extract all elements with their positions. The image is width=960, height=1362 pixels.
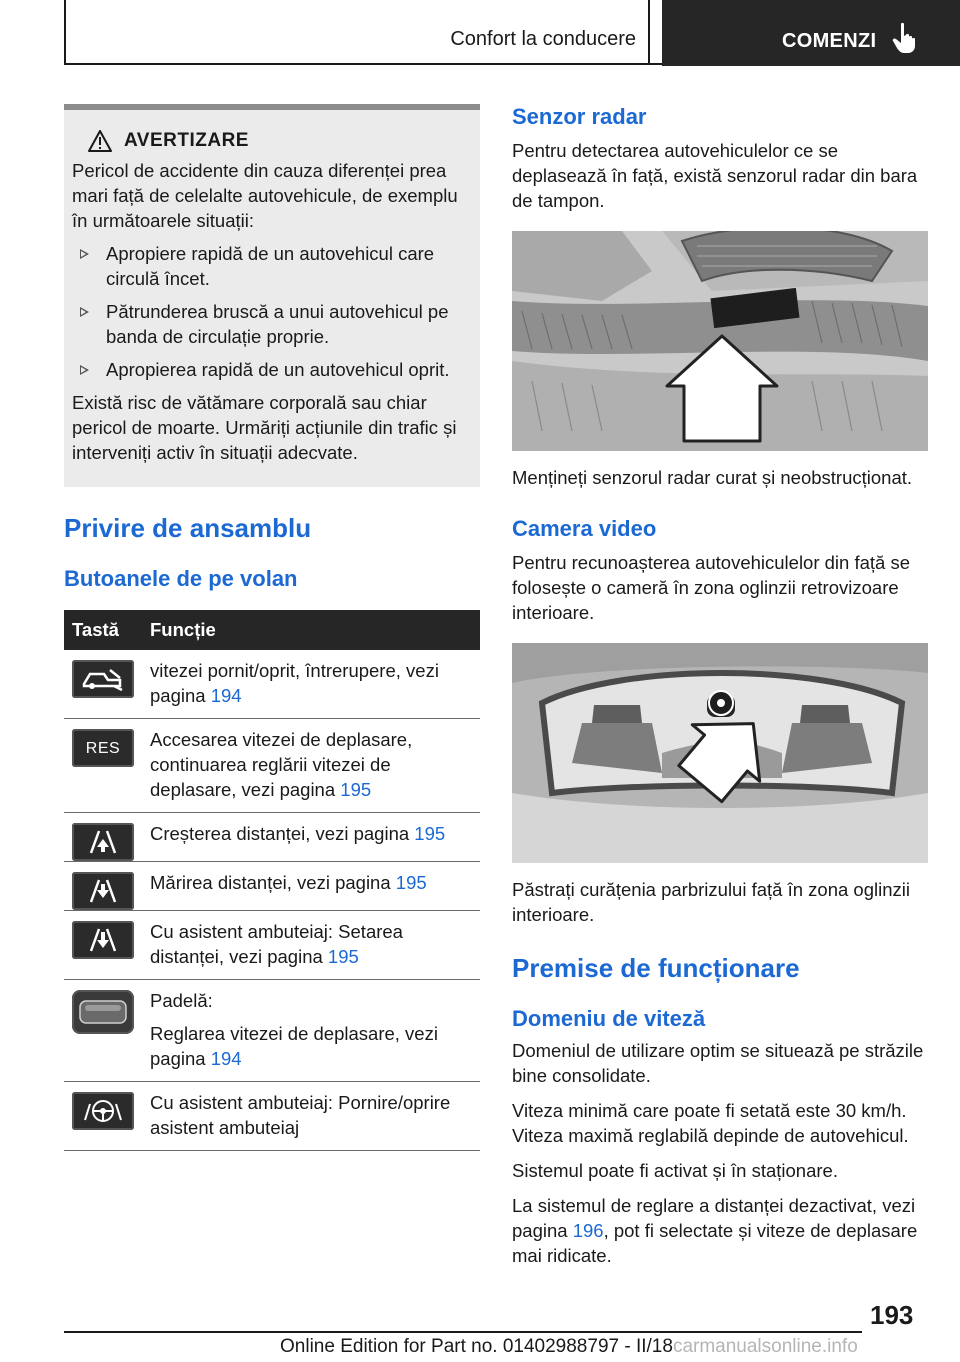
header-underline [64,63,662,65]
page-link[interactable]: 195 [414,823,446,844]
distance-increase-icon [72,823,134,861]
page-link[interactable]: 196 [572,1220,604,1241]
header-section-title: Confort la conducere [450,28,636,50]
distance-enlarge-icon [72,872,134,910]
warning-triangle-icon [88,130,112,152]
subheading-steering-buttons: Butoanele de pe volan [64,566,298,591]
table-row: vitezei pornit/oprit, întrerupere, vezi pagina 194 [64,650,480,719]
premise-paragraph-1: Domeniul de utilizare optim se situează pe străzile bine consolidate. [512,1040,924,1086]
premise-paragraph-2: Viteza minimă care poate fi setată este 30 km/h. Viteza maximă reglabilă depinde de autovehicul. [512,1100,909,1146]
table-row: Cu asistent ambuteiaj: Setarea distanței, vezi pagina 195 [64,911,480,980]
section-heading-overview: Privire de ansamblu [64,513,312,543]
table-row: Padelă: Reglarea vitezei de deplasare, vezi pagina 194 [64,980,480,1082]
footer-watermark: carmanualsonline.info [672,1336,858,1357]
page-link[interactable]: 194 [210,1048,242,1069]
traffic-jam-distance-icon [72,921,134,959]
table-header-row [64,610,480,650]
section-heading-camera: Camera video [512,516,657,541]
subheading-speed-range: Domeniu de viteză [512,1006,706,1031]
table-row: RES Accesarea vitezei de deplasare, continuarea reglării vitezei de deplasare, vezi pagina 195 [64,719,480,813]
hand-pointer-icon [892,22,920,54]
list-item: Pătrunderea bruscă a unui autovehicul pe banda de circulație proprie. [72,299,472,349]
warning-outro: Există risc de vătămare corporală sau chiar pericol de moarte. Urmăriți acțiunile din trafic și interveniți activ în situații adecvate. [72,392,457,463]
column-header-key: Tastă [64,610,142,650]
list-item: Apropiere rapidă de un autovehicul care circulă încet. [72,241,472,291]
page-link[interactable]: 194 [210,685,242,706]
warning-intro: Pericol de accidente din cauza diferenței prea mari față de celelalte autovehicule, de exemplu în următoarele situații: [72,160,458,231]
radar-text: Pentru detectarea autovehiculelor ce se deplasează în față, există senzorul radar din bara de tampon. [512,140,918,211]
header-rule-right [648,0,650,64]
warning-bullet-list [72,241,472,382]
rocker-switch-icon [72,990,134,1034]
header-chapter-label: COMENZI [782,30,877,52]
camera-caption: Păstrați curățenia parbrizului față în zona oglinzii interioare. [512,879,910,925]
radar-sensor-photo [512,231,928,451]
page-number: 193 [870,1300,914,1330]
left-column [64,104,480,1151]
list-item: Apropierea rapidă de un autovehicul oprit. [72,357,472,382]
camera-photo [512,643,928,863]
section-heading-radar: Senzor radar [512,104,647,129]
table-row: Mărirea distanței, vezi pagina 195 [64,862,480,911]
footer-edition: Online Edition for Part no. 01402988797 - II/18carmanualsonline.info [280,1336,858,1357]
column-header-function: Funcție [142,610,480,650]
traffic-jam-assistant-icon [72,1092,134,1130]
warning-header [88,130,472,152]
section-heading-premise: Premise de funcționare [512,953,800,983]
page-link[interactable]: 195 [327,946,359,967]
right-column [512,104,928,1268]
bullet-triangle-icon [80,365,89,375]
premise-paragraph-3: Sistemul poate fi activat și în staționare. [512,1160,838,1181]
steering-buttons-table [64,610,480,1151]
camera-text: Pentru recunoașterea autovehiculelor din față se folosește o cameră în zona oglinzii retrovizoare interioare. [512,552,911,623]
radar-caption: Mențineți senzorul radar curat și neobstrucționat. [512,467,913,488]
warning-title: AVERTIZARE [124,130,249,151]
cruise-control-icon [72,660,134,698]
header-rule-left [64,0,66,64]
res-button-icon: RES [72,729,134,767]
warning-box [64,104,480,487]
page-link[interactable]: 195 [395,872,427,893]
table-row: Cu asistent ambuteiaj: Pornire/oprire asistent ambuteiaj [64,1082,480,1151]
bullet-triangle-icon [80,307,89,317]
rocker-label: Padelă: [150,990,213,1011]
table-row: Creșterea distanței, vezi pagina 195 [64,813,480,862]
footer-rule [64,1331,862,1333]
page-link[interactable]: 195 [340,779,372,800]
bullet-triangle-icon [80,249,89,259]
header-chapter-tab[interactable] [662,0,960,66]
premise-paragraph-4: La sistemul de reglare a distanței dezactivat, vezi pagina 196, pot fi selectate și viteze de deplasare mai ridicate. [512,1195,918,1266]
